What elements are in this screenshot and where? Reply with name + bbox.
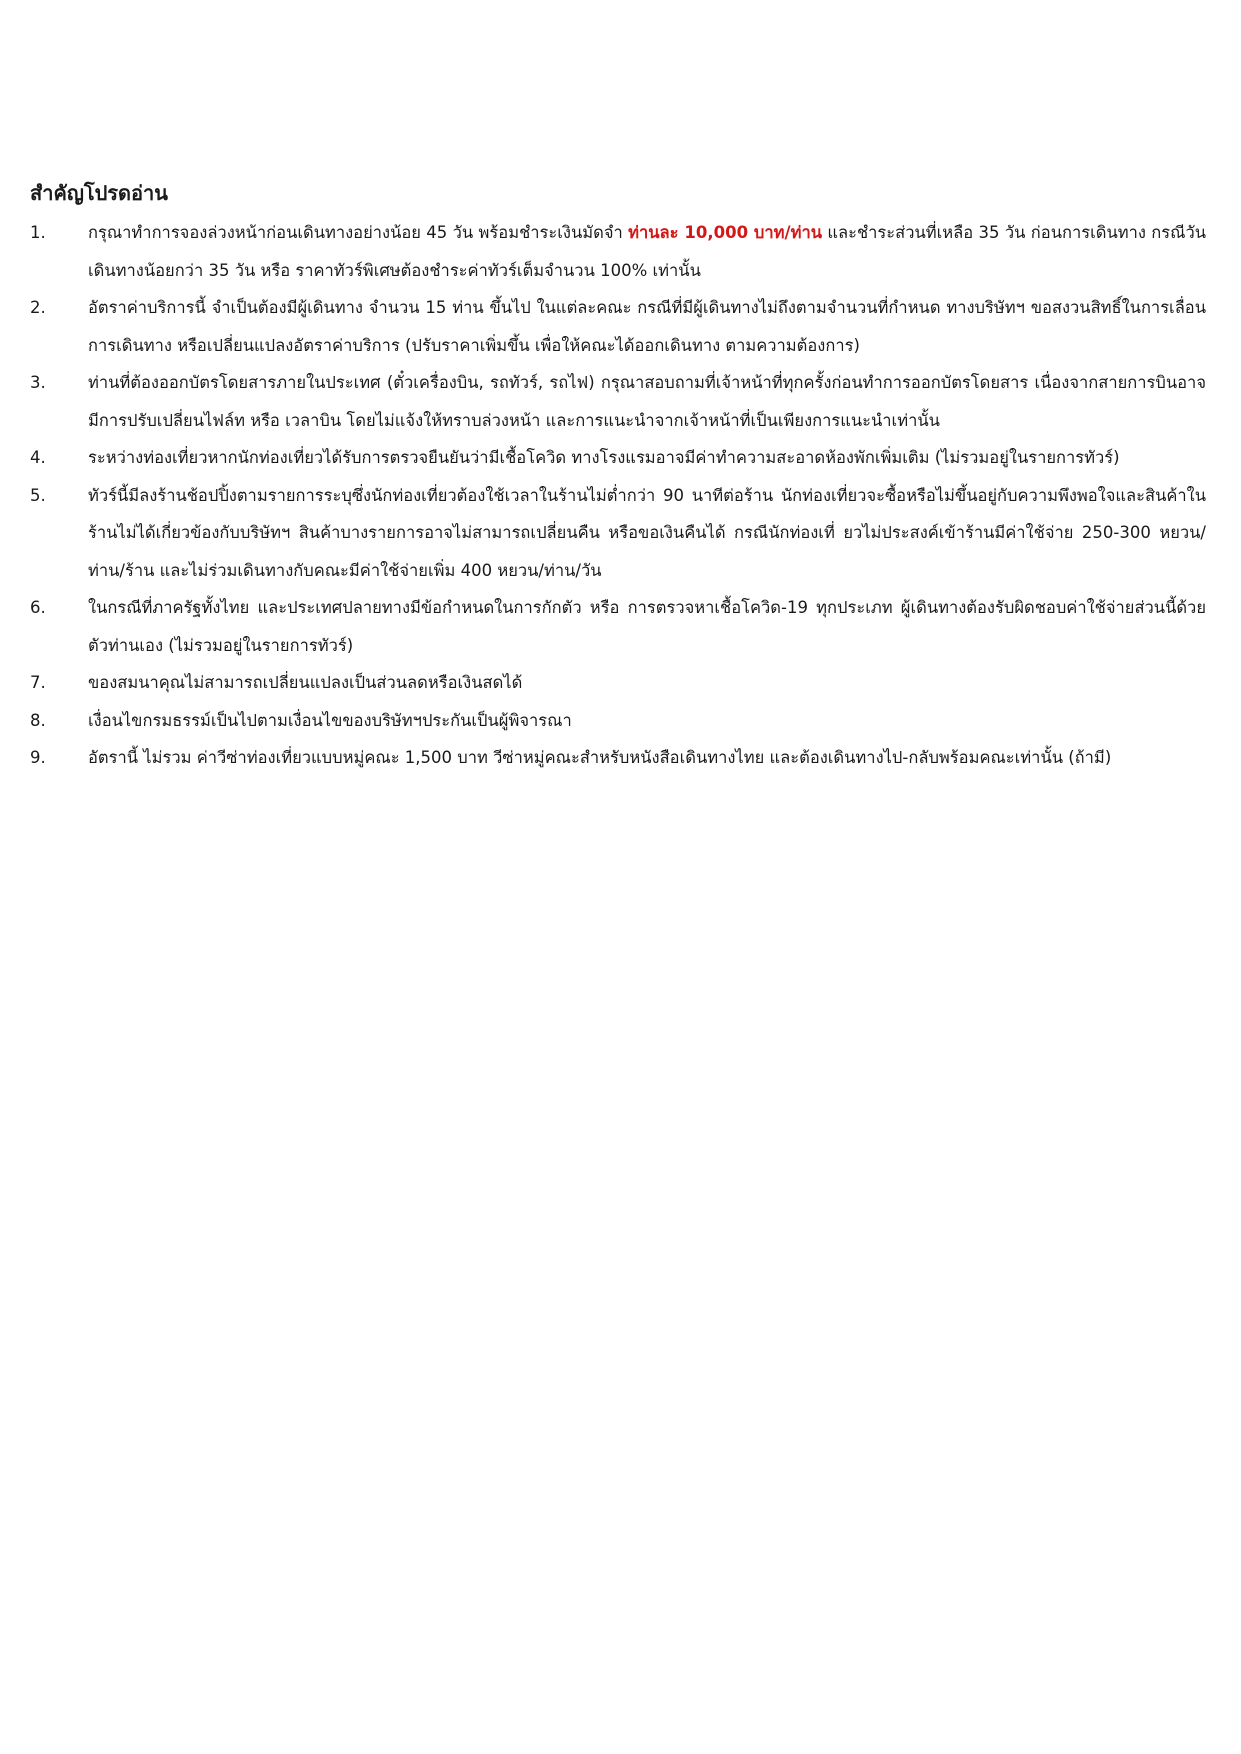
notes-list — [30, 214, 1206, 777]
note-item — [30, 739, 1206, 777]
note-text: ระหว่างท่องเที่ยวหากนักท่องเที่ยวได้รับการตรวจยืนยันว่ามีเชื้อโควิด ทางโรงแรมอาจมีค่าทำความสะอาดห้องพักเพิ่มเติม (ไม่รวมอยู่ในรายการทัวร์) — [88, 448, 1120, 467]
document-page — [30, 178, 1206, 777]
note-item — [30, 664, 1206, 702]
note-item — [30, 364, 1206, 439]
note-number: 6. — [30, 598, 46, 617]
note-number: 5. — [30, 485, 46, 505]
note-item — [30, 439, 1206, 477]
note-text: ท่านที่ต้องออกบัตรโดยสารภายในประเทศ (ตั๋วเครื่องบิน, รถทัวร์, รถไฟ) กรุณาสอบถามที่เจ้าหน้าที่ทุกครั้งก่อนทำการออกบัตรโดยสาร เนื่องจากสายการบินอาจมีการปรับเปลี่ยนไฟล์ท หรือ เวลาบิน โดยไม่แจ้งให้ทราบล่วงหน้า และการแนะนำจากเจ้าหน้าที่เป็นเพียงการแนะนำเท่านั้น — [88, 373, 1206, 430]
note-number: 7. — [30, 673, 46, 692]
note-number: 8. — [30, 710, 46, 730]
note-item — [30, 214, 1206, 289]
section-heading: สำคัญโปรดอ่าน — [30, 181, 168, 205]
note-text-after: และชำระส่วนที่เหลือ 35 วัน ก่อนการเดินทาง กรณีวันเดินทางน้อยกว่า 35 วัน หรือ ราคาทัวร์พิเศษต้องชำระค่าทัวร์เต็มจำนวน 100% เท่านั้น — [88, 223, 1206, 280]
note-number: 4. — [30, 448, 46, 467]
note-text: ของสมนาคุณไม่สามารถเปลี่ยนแปลงเป็นส่วนลดหรือเงินสดได้ — [88, 673, 523, 692]
note-item — [30, 702, 1206, 740]
note-text: อัตราค่าบริการนี้ จำเป็นต้องมีผู้เดินทาง จำนวน 15 ท่าน ขึ้นไป ในแต่ละคณะ กรณีที่มีผู้เดินทางไม่ถึงตามจำนวนที่กำหนด ทางบริษัทฯ ขอสงวนสิทธิ์ในการเลื่อนการเดินทาง หรือเปลี่ยนแปลงอัตราค่าบริการ (ปรับราคาเพิ่มขึ้น เพื่อให้คณะได้ออกเดินทาง ตามความต้องการ) — [88, 298, 1206, 355]
note-item — [30, 289, 1206, 364]
note-text: ในกรณีที่ภาครัฐทั้งไทย และประเทศปลายทางมีข้อกำหนดในการกักตัว หรือ การตรวจหาเชื้อโควิด-19 ทุกประเภท ผู้เดินทางต้องรับผิดชอบค่าใช้จ่ายส่วนนี้ด้วยตัวท่านเอง (ไม่รวมอยู่ในรายการทัวร์) — [88, 598, 1206, 655]
note-text: เงื่อนไขกรมธรรม์เป็นไปตามเงื่อนไขของบริษัทฯประกันเป็นผู้พิจารณา — [88, 710, 572, 730]
note-text-before: กรุณาทำการจองล่วงหน้าก่อนเดินทางอย่างน้อย 45 วัน พร้อมชำระเงินมัดจำ — [88, 223, 629, 242]
note-text: อัตรานี้ ไม่รวม ค่าวีซ่าท่องเที่ยวแบบหมู่คณะ 1,500 บาท วีซ่าหมู่คณะสำหรับหนังสือเดินทางไทย และต้องเดินทางไป-กลับพร้อมคณะเท่านั้น (ถ้ามี) — [88, 748, 1112, 767]
note-text — [88, 214, 1206, 289]
note-number: 1. — [30, 223, 46, 242]
note-item — [30, 589, 1206, 664]
note-text: ทัวร์นี้มีลงร้านช้อปปิ้งตามรายการระบุซึ่งนักท่องเที่ยวต้องใช้เวลาในร้านไม่ต่ำกว่า 90 นาทีต่อร้าน นักท่องเที่ยวจะซื้อหรือไม่ขึ้นอยู่กับความพึงพอใจและสินค้าในร้านไม่ได้เกี่ยวข้องกับบริษัทฯ สินค้าบางรายการอาจไม่สามารถเปลี่ยนคืน หรือขอเงินคืนได้ กรณีนักท่องเที่ ยวไม่ประสงค์เข้าร้านมีค่าใช้จ่าย 250-300 หยวน/ท่าน/ร้าน และไม่ร่วมเดินทางกับคณะมีค่าใช้จ่ายเพิ่ม 400 หยวน/ท่าน/วัน — [88, 485, 1206, 580]
deposit-highlight: ท่านละ 10,000 บาท/ท่าน — [628, 223, 822, 242]
note-item — [30, 477, 1206, 590]
note-number: 9. — [30, 748, 46, 767]
note-number: 2. — [30, 298, 46, 317]
note-number: 3. — [30, 373, 46, 392]
